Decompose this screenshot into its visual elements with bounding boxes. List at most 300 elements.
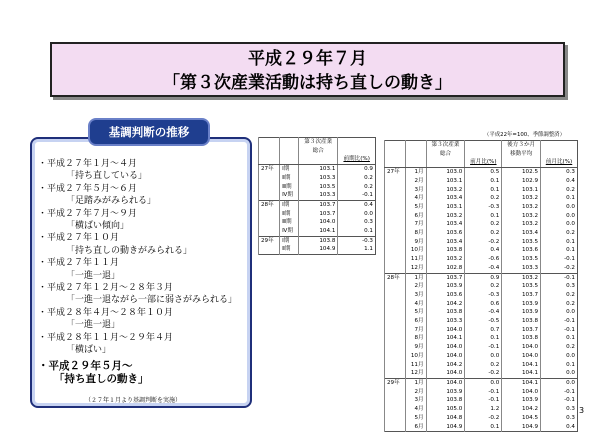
index-cell: 105.0: [426, 405, 465, 414]
entry-period: ・平成２７年７月～９月: [38, 208, 138, 219]
moving-avg-change-cell: 0.1: [541, 238, 578, 247]
change-cell: -0.1: [465, 396, 502, 405]
year-cell: 27年: [385, 168, 406, 177]
moving-avg-change-cell: 0.3: [541, 405, 578, 414]
table-row: [385, 246, 578, 255]
moving-avg-change-cell: 0.0: [541, 352, 578, 361]
t2-header-index: 第３次産業 総合: [426, 141, 465, 159]
change-cell: 0.1: [465, 177, 502, 186]
index-cell: 103.1: [298, 165, 337, 174]
month-cell: 7月: [405, 326, 426, 335]
quarter-cell: Ⅳ期: [280, 191, 299, 200]
change-cell: -0.2: [465, 414, 502, 423]
moving-avg-change-cell: 0.2: [541, 229, 578, 238]
month-cell: 3月: [405, 186, 426, 195]
month-cell: 3月: [405, 396, 426, 405]
month-cell: 9月: [405, 343, 426, 352]
year-cell: [385, 405, 406, 414]
month-cell: 5月: [405, 203, 426, 212]
judgment-entry: [38, 282, 252, 307]
quarter-cell: Ⅰ期: [280, 236, 299, 245]
entry-period: ・平成２７年１０月: [38, 233, 120, 244]
month-cell: 8月: [405, 229, 426, 238]
index-cell: 103.8: [426, 246, 465, 255]
monthly-table: [384, 140, 578, 432]
moving-avg-cell: 103.6: [502, 246, 541, 255]
table-row: [385, 414, 578, 423]
table-row: [259, 210, 376, 219]
moving-avg-change-cell: -0.1: [541, 273, 578, 282]
moving-avg-change-cell: 0.0: [541, 203, 578, 212]
t2-header-ma-change: 前月比(%): [541, 158, 578, 167]
change-cell: -0.2: [465, 238, 502, 247]
t1-header-index: 第３次産業 総合: [298, 138, 337, 156]
index-cell: 103.3: [426, 317, 465, 326]
moving-avg-cell: 103.7: [502, 291, 541, 300]
year-cell: [385, 220, 406, 229]
moving-avg-cell: 103.5: [502, 238, 541, 247]
table-row: [385, 300, 578, 309]
table-row: [385, 352, 578, 361]
moving-avg-change-cell: 0.1: [541, 361, 578, 370]
month-cell: 7月: [405, 220, 426, 229]
month-cell: 4月: [405, 405, 426, 414]
index-cell: 103.6: [426, 229, 465, 238]
title-line2: 「第３次産業活動は持ち直しの動き」: [163, 73, 452, 93]
change-cell: -0.3: [338, 236, 376, 245]
moving-avg-cell: 103.9: [502, 308, 541, 317]
entry-judgment: 「横ばい」: [66, 345, 112, 356]
entry-judgment: 「持ち直している」: [66, 171, 148, 182]
entry-judgment: 「持ち直しの動きがみられる」: [66, 245, 193, 256]
index-cell: 104.0: [426, 369, 465, 378]
year-cell: [385, 186, 406, 195]
change-cell: 0.0: [465, 352, 502, 361]
entry-period: ・平成２７年５月～６月: [38, 183, 138, 194]
table-row: [385, 273, 578, 282]
moving-avg-change-cell: 0.2: [541, 186, 578, 195]
index-cell: 104.1: [298, 227, 337, 236]
moving-avg-change-cell: -0.1: [541, 317, 578, 326]
change-cell: 0.1: [465, 186, 502, 195]
year-cell: [385, 423, 406, 432]
month-cell: 5月: [405, 308, 426, 317]
index-cell: 103.2: [426, 255, 465, 264]
change-cell: 0.7: [465, 326, 502, 335]
table-row: [259, 183, 376, 192]
month-cell: 10月: [405, 352, 426, 361]
table-row: [259, 218, 376, 227]
table-row: [385, 361, 578, 370]
table-row: [385, 291, 578, 300]
month-cell: 4月: [405, 300, 426, 309]
year-cell: [385, 203, 406, 212]
month-cell: 2月: [405, 177, 426, 186]
table-row: [385, 369, 578, 378]
moving-avg-cell: 104.5: [502, 414, 541, 423]
index-cell: 104.0: [298, 218, 337, 227]
year-cell: [385, 194, 406, 203]
table-row: [259, 236, 376, 245]
year-cell: [259, 218, 280, 227]
moving-avg-change-cell: 0.0: [541, 220, 578, 229]
month-cell: 11月: [405, 255, 426, 264]
moving-avg-change-cell: 0.1: [541, 194, 578, 203]
moving-avg-change-cell: 0.3: [541, 168, 578, 177]
change-cell: 0.2: [465, 361, 502, 370]
moving-avg-change-cell: 0.1: [541, 334, 578, 343]
index-cell: 103.5: [298, 183, 337, 192]
change-cell: -0.4: [465, 308, 502, 317]
index-cell: 104.0: [426, 326, 465, 335]
month-cell: 12月: [405, 369, 426, 378]
year-cell: [385, 300, 406, 309]
moving-avg-change-cell: 0.0: [541, 369, 578, 378]
month-cell: 2月: [405, 388, 426, 397]
moving-avg-cell: 103.8: [502, 317, 541, 326]
month-cell: 6月: [405, 212, 426, 221]
index-cell: 103.7: [298, 200, 337, 209]
change-cell: 0.1: [338, 227, 376, 236]
year-cell: [385, 334, 406, 343]
index-cell: 104.9: [298, 245, 337, 254]
entry-period: ・平成２７年１２月～２８年３月: [38, 283, 174, 294]
moving-avg-change-cell: 0.0: [541, 212, 578, 221]
table2-note: （平成22年=100、季節調整済）: [484, 132, 565, 138]
month-cell: 4月: [405, 194, 426, 203]
moving-avg-cell: 103.7: [502, 326, 541, 335]
year-cell: [385, 352, 406, 361]
moving-avg-change-cell: -0.1: [541, 326, 578, 335]
month-cell: 1月: [405, 273, 426, 282]
index-cell: 104.2: [426, 361, 465, 370]
table-row: [385, 255, 578, 264]
index-cell: 103.4: [426, 238, 465, 247]
year-cell: 28年: [385, 273, 406, 282]
table-row: [385, 396, 578, 405]
moving-avg-cell: 103.8: [502, 334, 541, 343]
judgment-entry: [38, 232, 252, 257]
moving-avg-change-cell: 0.0: [541, 378, 578, 387]
index-cell: 103.1: [426, 177, 465, 186]
year-cell: [385, 361, 406, 370]
moving-avg-cell: 103.1: [502, 186, 541, 195]
month-cell: 1月: [405, 168, 426, 177]
index-cell: 103.1: [426, 203, 465, 212]
moving-avg-cell: 104.0: [502, 388, 541, 397]
year-cell: [259, 183, 280, 192]
t1-header-change: 前期比(%): [338, 155, 376, 164]
year-cell: [385, 317, 406, 326]
moving-avg-change-cell: 0.3: [541, 282, 578, 291]
change-cell: 1.1: [338, 245, 376, 254]
moving-avg-cell: 104.1: [502, 369, 541, 378]
judgment-entry: [38, 208, 252, 233]
month-cell: 12月: [405, 264, 426, 273]
index-cell: 103.8: [426, 308, 465, 317]
moving-avg-change-cell: 0.2: [541, 291, 578, 300]
moving-avg-change-cell: -0.1: [541, 255, 578, 264]
entry-judgment: 「一進一退ながら一部に弱さがみられる」: [66, 295, 238, 306]
year-cell: [259, 174, 280, 183]
month-cell: 3月: [405, 291, 426, 300]
change-cell: 0.2: [465, 194, 502, 203]
year-cell: [385, 326, 406, 335]
change-cell: -0.5: [465, 317, 502, 326]
month-cell: 5月: [405, 414, 426, 423]
judgment-history-list: [38, 158, 252, 386]
moving-avg-cell: 104.0: [502, 343, 541, 352]
month-cell: 1月: [405, 378, 426, 387]
entry-period: ・平成２９年５月～: [38, 359, 133, 372]
year-cell: [385, 238, 406, 247]
table-row: [385, 423, 578, 432]
quarter-cell: Ⅲ期: [280, 183, 299, 192]
change-cell: 0.2: [465, 220, 502, 229]
year-cell: [385, 396, 406, 405]
entry-period: ・平成２７年１月～４月: [38, 159, 138, 169]
year-cell: [385, 246, 406, 255]
index-cell: 104.9: [426, 423, 465, 432]
moving-avg-cell: 102.5: [502, 168, 541, 177]
year-cell: [385, 343, 406, 352]
quarter-cell: Ⅳ期: [280, 227, 299, 236]
moving-avg-cell: 103.2: [502, 194, 541, 203]
month-cell: 10月: [405, 246, 426, 255]
t2-header-moving-avg: 後方３か月 移動平均: [502, 141, 541, 159]
table-row: [385, 282, 578, 291]
change-cell: 0.2: [465, 229, 502, 238]
table-row: [385, 238, 578, 247]
moving-avg-cell: 103.9: [502, 396, 541, 405]
change-cell: -0.6: [465, 255, 502, 264]
change-cell: -0.1: [465, 388, 502, 397]
index-cell: 104.1: [426, 334, 465, 343]
month-cell: 6月: [405, 317, 426, 326]
moving-avg-cell: 103.2: [502, 203, 541, 212]
index-cell: 104.0: [426, 352, 465, 361]
month-cell: 9月: [405, 238, 426, 247]
table-row: [385, 308, 578, 317]
title-box: [50, 42, 565, 97]
table-row: [259, 191, 376, 200]
index-cell: 103.9: [426, 282, 465, 291]
judgment-entry: [38, 307, 252, 332]
judgment-note: （２７年１月より基調判断を実施）: [85, 397, 182, 404]
moving-avg-cell: 104.1: [502, 378, 541, 387]
moving-avg-cell: 102.9: [502, 177, 541, 186]
change-cell: 0.0: [338, 210, 376, 219]
moving-avg-change-cell: 0.2: [541, 343, 578, 352]
entry-judgment: 「足踏みがみられる」: [66, 196, 157, 207]
entry-period: ・平成２８年４月～２８年１０月: [38, 307, 174, 318]
change-cell: 0.4: [338, 200, 376, 209]
moving-avg-change-cell: 0.4: [541, 177, 578, 186]
index-cell: 103.3: [298, 174, 337, 183]
moving-avg-change-cell: 0.4: [541, 423, 578, 432]
change-cell: 0.9: [465, 273, 502, 282]
change-cell: -0.1: [338, 191, 376, 200]
entry-judgment: 「持ち直しの動き」: [54, 372, 149, 385]
moving-avg-cell: 103.2: [502, 212, 541, 221]
table-row: [385, 177, 578, 186]
year-cell: [385, 229, 406, 238]
year-cell: [259, 210, 280, 219]
moving-avg-change-cell: 0.0: [541, 308, 578, 317]
year-cell: [385, 282, 406, 291]
table-row: [259, 165, 376, 174]
change-cell: -0.3: [465, 203, 502, 212]
moving-avg-cell: 104.1: [502, 361, 541, 370]
moving-avg-change-cell: -0.1: [541, 388, 578, 397]
table-row: [385, 186, 578, 195]
month-cell: 11月: [405, 361, 426, 370]
moving-avg-change-cell: 0.2: [541, 300, 578, 309]
change-cell: 0.4: [465, 246, 502, 255]
index-cell: 102.8: [426, 264, 465, 273]
month-cell: 6月: [405, 423, 426, 432]
index-cell: 103.8: [426, 396, 465, 405]
page-number: 3: [579, 406, 585, 415]
index-cell: 103.7: [298, 210, 337, 219]
moving-avg-cell: 104.9: [502, 423, 541, 432]
moving-avg-change-cell: 0.3: [541, 414, 578, 423]
index-cell: 103.8: [298, 236, 337, 245]
moving-avg-cell: 103.9: [502, 300, 541, 309]
month-cell: 8月: [405, 334, 426, 343]
index-cell: 103.7: [426, 273, 465, 282]
change-cell: 1.2: [465, 405, 502, 414]
change-cell: 0.1: [465, 334, 502, 343]
year-cell: [259, 227, 280, 236]
table-row: [385, 168, 578, 177]
change-cell: 0.3: [338, 218, 376, 227]
judgment-history-header: 基調判断の推移: [90, 120, 208, 144]
month-cell: 2月: [405, 282, 426, 291]
judgment-entry: [38, 158, 252, 183]
change-cell: 0.0: [465, 378, 502, 387]
year-cell: 28年: [259, 200, 280, 209]
table-row: [385, 388, 578, 397]
change-cell: -0.4: [465, 264, 502, 273]
change-cell: -0.2: [465, 369, 502, 378]
year-cell: 29年: [385, 378, 406, 387]
entry-judgment: 「一進一退」: [66, 320, 121, 331]
table-row: [385, 378, 578, 387]
entry-judgment: 「一進一退」: [66, 270, 121, 281]
table-row: [385, 229, 578, 238]
quarter-cell: Ⅲ期: [280, 218, 299, 227]
moving-avg-cell: 103.5: [502, 282, 541, 291]
moving-avg-change-cell: -0.1: [541, 396, 578, 405]
table-row: [385, 203, 578, 212]
entry-period: ・平成２７年１１月: [38, 258, 120, 269]
change-cell: -0.1: [465, 343, 502, 352]
moving-avg-cell: 103.2: [502, 273, 541, 282]
index-cell: 103.6: [426, 291, 465, 300]
table-row: [385, 317, 578, 326]
quarter-cell: Ⅱ期: [280, 210, 299, 219]
table-row: [259, 245, 376, 254]
judgment-entry: [38, 257, 252, 282]
year-cell: [385, 308, 406, 317]
table-row: [259, 200, 376, 209]
judgment-entry-current: [38, 360, 252, 386]
table-row: [385, 334, 578, 343]
table-row: [385, 343, 578, 352]
index-cell: 103.2: [426, 212, 465, 221]
year-cell: [385, 414, 406, 423]
moving-avg-change-cell: -0.2: [541, 264, 578, 273]
judgment-entry: [38, 183, 252, 208]
title-line1: 平成２９年７月: [248, 49, 367, 69]
index-cell: 103.2: [426, 186, 465, 195]
quarter-cell: Ⅰ期: [280, 165, 299, 174]
year-cell: [385, 177, 406, 186]
quarter-cell: Ⅱ期: [280, 174, 299, 183]
moving-avg-cell: 103.5: [502, 255, 541, 264]
change-cell: 0.2: [338, 183, 376, 192]
moving-avg-cell: 104.0: [502, 352, 541, 361]
index-cell: 103.9: [426, 388, 465, 397]
moving-avg-cell: 103.2: [502, 220, 541, 229]
moving-avg-cell: 103.4: [502, 229, 541, 238]
table-row: [385, 264, 578, 273]
change-cell: 0.1: [465, 212, 502, 221]
change-cell: 0.1: [465, 423, 502, 432]
moving-avg-cell: 104.2: [502, 405, 541, 414]
judgment-entry: [38, 332, 252, 357]
year-cell: 27年: [259, 165, 280, 174]
index-cell: 104.0: [426, 343, 465, 352]
year-cell: [259, 245, 280, 254]
entry-period: ・平成２８年１１月～２９年４月: [38, 332, 174, 343]
year-cell: [385, 264, 406, 273]
moving-avg-cell: 103.3: [502, 264, 541, 273]
table-row: [385, 220, 578, 229]
index-cell: 103.4: [426, 220, 465, 229]
year-cell: [385, 212, 406, 221]
year-cell: [385, 388, 406, 397]
entry-judgment: 「横ばい傾向」: [66, 221, 130, 232]
year-cell: [385, 255, 406, 264]
quarter-cell: Ⅰ期: [280, 200, 299, 209]
table-row: [385, 212, 578, 221]
quarterly-table: [258, 137, 376, 255]
change-cell: 0.6: [465, 300, 502, 309]
change-cell: -0.3: [465, 291, 502, 300]
index-cell: 103.0: [426, 168, 465, 177]
index-cell: 103.3: [298, 191, 337, 200]
year-cell: [259, 191, 280, 200]
year-cell: 29年: [259, 236, 280, 245]
table-row: [385, 405, 578, 414]
table-row: [259, 227, 376, 236]
moving-avg-change-cell: 0.1: [541, 246, 578, 255]
table-row: [385, 326, 578, 335]
change-cell: 0.9: [338, 165, 376, 174]
year-cell: [385, 291, 406, 300]
change-cell: 0.5: [465, 168, 502, 177]
year-cell: [385, 369, 406, 378]
quarter-cell: Ⅱ期: [280, 245, 299, 254]
index-cell: 103.4: [426, 194, 465, 203]
index-cell: 104.0: [426, 378, 465, 387]
index-cell: 104.2: [426, 300, 465, 309]
table-row: [259, 174, 376, 183]
change-cell: 0.2: [465, 282, 502, 291]
index-cell: 104.8: [426, 414, 465, 423]
